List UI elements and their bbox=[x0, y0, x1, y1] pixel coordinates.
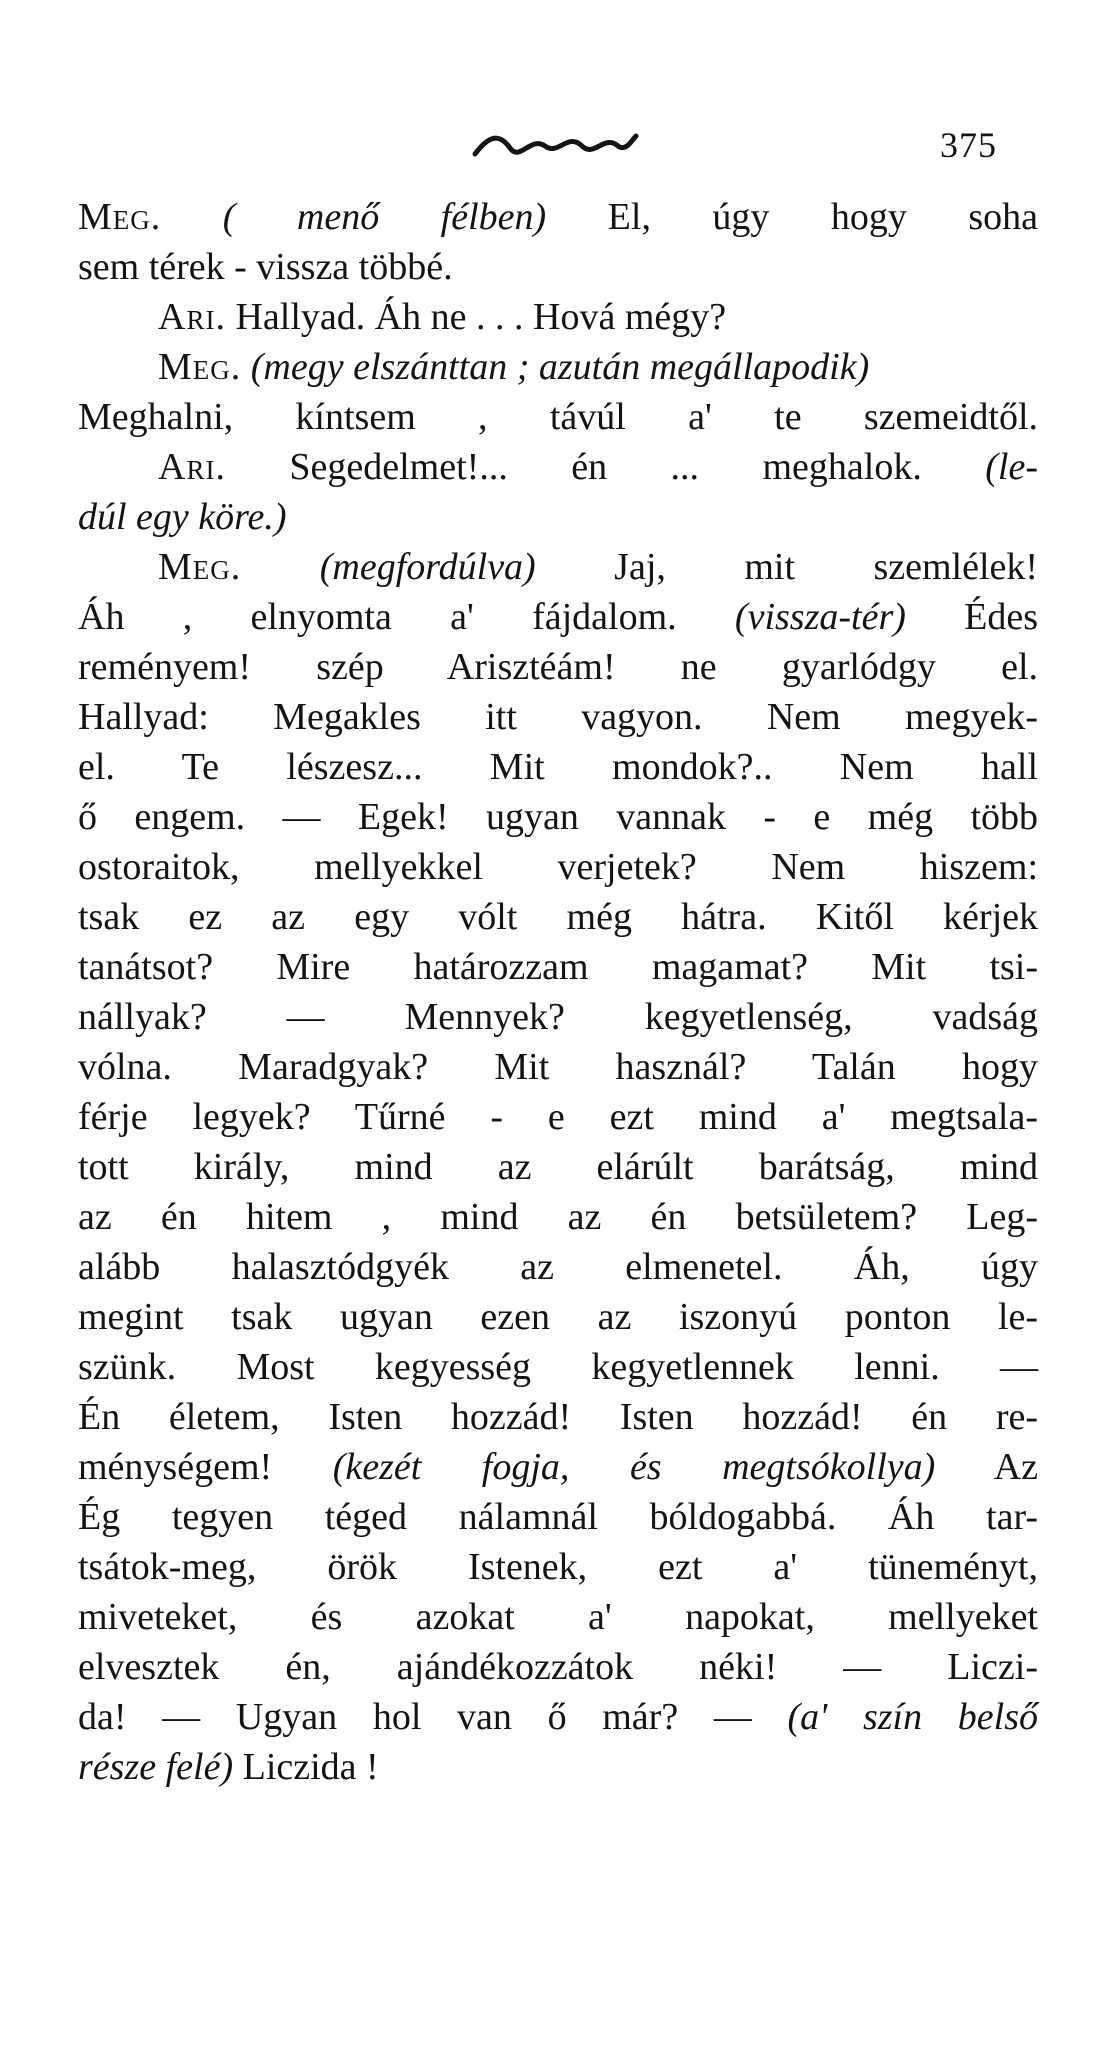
text-line: ő engem. — Egek! ugyan vannak - e még több bbox=[78, 796, 1038, 838]
stage-direction: (megy elszánttan ; azután megállapodik) bbox=[250, 346, 870, 388]
text-line: Hallyad: Megakles itt vagyon. Nem megyek- bbox=[78, 696, 1038, 738]
page-header bbox=[0, 118, 1105, 178]
text-line bbox=[78, 1692, 1038, 1742]
speaker-name: Meg. bbox=[158, 546, 242, 588]
text-line bbox=[78, 542, 1038, 592]
text-line: miveteket, és azokat a' napokat, mellyeket bbox=[78, 1596, 1038, 1638]
dialogue-text: Hallyad. Áh ne . . . Hová mégy? bbox=[235, 296, 727, 338]
text-line: tanátsot? Mire határozzam magamat? Mit tsi- bbox=[78, 946, 1038, 988]
dialogue-text: Jaj, mit szemlélek! bbox=[614, 546, 1039, 588]
text-line: sem térek - vissza többé. bbox=[78, 246, 453, 288]
text-line: Én életem, Isten hozzád! Isten hozzád! én re- bbox=[78, 1396, 1038, 1438]
stage-direction: (a' szín belső bbox=[787, 1696, 1038, 1738]
text-line bbox=[78, 292, 1038, 342]
dialogue-text: ménységem! bbox=[78, 1446, 273, 1488]
text-line: ostoraitok, mellyekkel verjetek? Nem hiszem: bbox=[78, 846, 1038, 888]
stage-direction: ( menő félben) bbox=[222, 196, 547, 238]
text-line bbox=[78, 1742, 1038, 1792]
dialogue-text: Segedelmet!... én ... meghalok. bbox=[289, 446, 922, 488]
text-line bbox=[78, 342, 1038, 392]
ornament-flourish-icon bbox=[470, 126, 640, 166]
text-line: megint tsak ugyan ezen az iszonyú ponton le- bbox=[78, 1296, 1038, 1338]
text-line: reményem! szép Arisztéám! ne gyarlódgy el. bbox=[78, 646, 1038, 688]
text-line: tsak ez az egy vólt még hátra. Kitől kérjek bbox=[78, 896, 1038, 938]
text-line: az én hitem , mind az én betsületem? Leg- bbox=[78, 1196, 1038, 1238]
text-line: elvesztek én, ajándékozzátok néki! — Liczi- bbox=[78, 1646, 1038, 1688]
stage-direction: (le- bbox=[985, 446, 1039, 488]
text-line bbox=[78, 192, 1038, 242]
text-line: tott király, mind az elárúlt barátság, mind bbox=[78, 1146, 1038, 1188]
stage-direction: (kezét fogja, és megtsókollya) bbox=[332, 1446, 936, 1488]
dialogue-text: Édes bbox=[964, 596, 1039, 638]
dialogue-text: Liczida ! bbox=[242, 1746, 379, 1788]
text-line: férje legyek? Tűrné - e ezt mind a' megtsala- bbox=[78, 1096, 1038, 1138]
dialogue-text: El, úgy hogy soha bbox=[607, 196, 1039, 238]
text-line: vólna. Maradgyak? Mit használ? Talán hogy bbox=[78, 1046, 1038, 1088]
text-line: el. Te lészesz... Mit mondok?.. Nem hall bbox=[78, 746, 1038, 788]
dialogue-text: Áh , elnyomta a' fájdalom. bbox=[78, 596, 677, 638]
speaker-name: Meg. bbox=[78, 196, 162, 238]
page-number: 375 bbox=[940, 125, 997, 165]
text-line: Meghalni, kíntsem , távúl a' te szemeidtől. bbox=[78, 396, 1038, 438]
text-line: Ég tegyen téged nálamnál bóldogabbá. Áh tar- bbox=[78, 1496, 1038, 1538]
text-line: dúl egy köre.) bbox=[78, 496, 287, 538]
dialogue-text: da! — Ugyan hol van ő már? — bbox=[78, 1696, 752, 1738]
stage-direction: része felé) bbox=[78, 1746, 234, 1788]
text-line: szünk. Most kegyesség kegyetlennek lenni. — bbox=[78, 1346, 1038, 1388]
speaker-name: Meg. bbox=[158, 346, 242, 388]
stage-direction: (megfordúlva) bbox=[319, 546, 536, 588]
text-line: alább halasztódgyék az elmenetel. Áh, úgy bbox=[78, 1246, 1038, 1288]
text-line bbox=[78, 592, 1038, 642]
stage-direction: (vissza-tér) bbox=[734, 596, 906, 638]
speaker-name: Ari. bbox=[158, 296, 226, 338]
page-body bbox=[78, 192, 1038, 1792]
text-line bbox=[78, 1442, 1038, 1492]
text-line bbox=[78, 442, 1038, 492]
text-line: nállyak? — Mennyek? kegyetlenség, vadság bbox=[78, 996, 1038, 1038]
speaker-name: Ari. bbox=[158, 446, 226, 488]
dialogue-text: Az bbox=[993, 1446, 1039, 1488]
text-line: tsátok-meg, örök Istenek, ezt a' tüneményt, bbox=[78, 1546, 1038, 1588]
